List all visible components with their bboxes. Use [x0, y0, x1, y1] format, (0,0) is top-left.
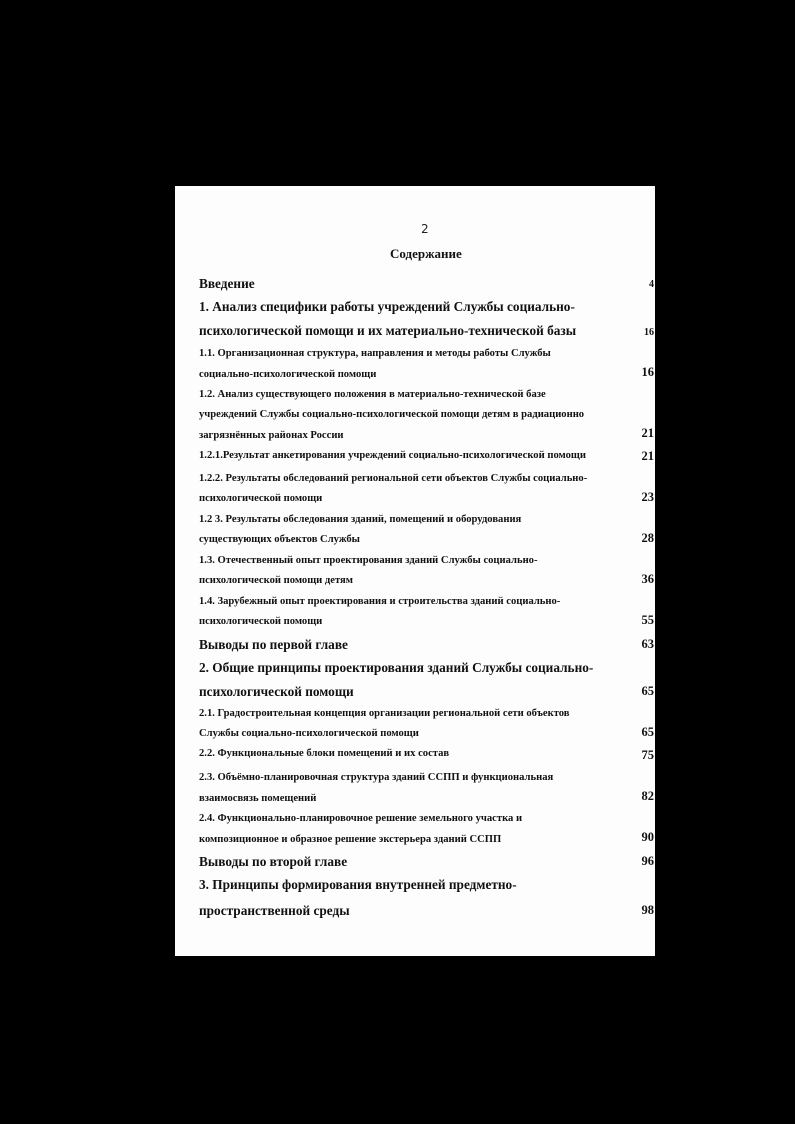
toc-entry-1-2-2-cont[interactable]: психологической помощи: [199, 493, 323, 504]
toc-page-number: 90: [641, 830, 654, 844]
toc-entry-chapter-1-cont[interactable]: психологической помощи и их материально-технической базы: [199, 323, 577, 338]
toc-entry-1-2[interactable]: 1.2. Анализ существующего положения в материально-технической базе: [199, 389, 546, 400]
toc-page-number: 65: [641, 725, 654, 739]
toc-entry-1-3[interactable]: 1.3. Отечественный опыт проектирования зданий Службы социально-: [199, 555, 538, 566]
toc-entry-2-1[interactable]: 2.1. Градостроительная концепция организации региональной сети объектов: [199, 708, 570, 719]
toc-entry-2-1-cont[interactable]: Службы социально-психологической помощи: [199, 728, 419, 739]
toc-entry-1-3-cont[interactable]: психологической помощи детям: [199, 575, 353, 586]
toc-entry-1-2-1[interactable]: 1.2.1.Результат анкетирования учреждений социально-психологической помощи: [199, 450, 586, 461]
toc-page-number: 98: [641, 903, 654, 917]
toc-entry-conclusions-2[interactable]: Выводы по второй главе: [199, 854, 348, 869]
toc-entry-conclusions-1[interactable]: Выводы по первой главе: [199, 637, 348, 652]
toc-page-number: 65: [641, 684, 654, 698]
toc-page-number: 55: [641, 613, 654, 627]
toc-entry-1-2-cont[interactable]: учреждений Службы социально-психологической помощи детям в радиационно: [199, 409, 585, 420]
toc-entry-chapter-3-cont[interactable]: пространственной среды: [199, 903, 350, 918]
page-number: 2: [421, 222, 429, 236]
toc-entry-1-4-cont[interactable]: психологической помощи: [199, 616, 323, 627]
toc-entry-1-4[interactable]: 1.4. Зарубежный опыт проектирования и строительства зданий социально-: [199, 596, 561, 607]
toc-entry-1-2-2[interactable]: 1.2.2. Результаты обследований региональной сети объектов Службы социально-: [199, 473, 588, 484]
toc-page-number: 28: [641, 531, 654, 545]
toc-page-number: 96: [641, 854, 654, 868]
toc-entry-chapter-2-cont[interactable]: психологической помощи: [199, 684, 354, 699]
toc-page-number: 21: [641, 449, 654, 463]
toc-entry-1-1[interactable]: 1.1. Организационная структура, направления и методы работы Службы: [199, 348, 551, 359]
toc-entry-2-3[interactable]: 2.3. Объёмно-планировочная структура зданий ССПП и функциональная: [199, 772, 554, 783]
toc-entry-chapter-1[interactable]: 1. Анализ специфики работы учреждений Службы социально-: [199, 299, 575, 314]
toc-page-number: 16: [641, 365, 654, 379]
toc-page-number: 21: [641, 426, 654, 440]
toc-entry-2-2[interactable]: 2.2. Функциональные блоки помещений и их состав: [199, 748, 450, 759]
toc-entry-1-1-cont[interactable]: социально-психологической помощи: [199, 369, 377, 380]
toc-page-number: 4: [649, 279, 654, 290]
toc-page-number: 75: [641, 748, 654, 762]
toc-page-number: 16: [644, 327, 654, 338]
toc-entry-1-2-3-cont[interactable]: существующих объектов Службы: [199, 534, 360, 545]
toc-entry-chapter-2[interactable]: 2. Общие принципы проектирования зданий Службы социально-: [199, 660, 594, 675]
toc-page-number: 82: [641, 789, 654, 803]
toc-entry-2-3-cont[interactable]: взаимосвязь помещений: [199, 793, 317, 804]
toc-page-number: 23: [641, 490, 654, 504]
toc-entry-introduction[interactable]: Введение: [199, 276, 255, 291]
toc-page-number: 36: [641, 572, 654, 586]
toc-entry-1-2-3[interactable]: 1.2 3. Результаты обследования зданий, помещений и оборудования: [199, 514, 522, 525]
toc-entry-2-4[interactable]: 2.4. Функционально-планировочное решение земельного участка и: [199, 813, 523, 824]
toc-title: Содержание: [390, 246, 462, 261]
toc-page-number: 63: [641, 637, 654, 651]
toc-entry-1-2-cont2[interactable]: загрязнённых районах России: [199, 430, 344, 441]
toc-entry-2-4-cont[interactable]: композиционное и образное решение экстерьера зданий ССПП: [199, 834, 502, 845]
toc-entry-chapter-3[interactable]: 3. Принципы формирования внутренней предметно-: [199, 877, 517, 892]
